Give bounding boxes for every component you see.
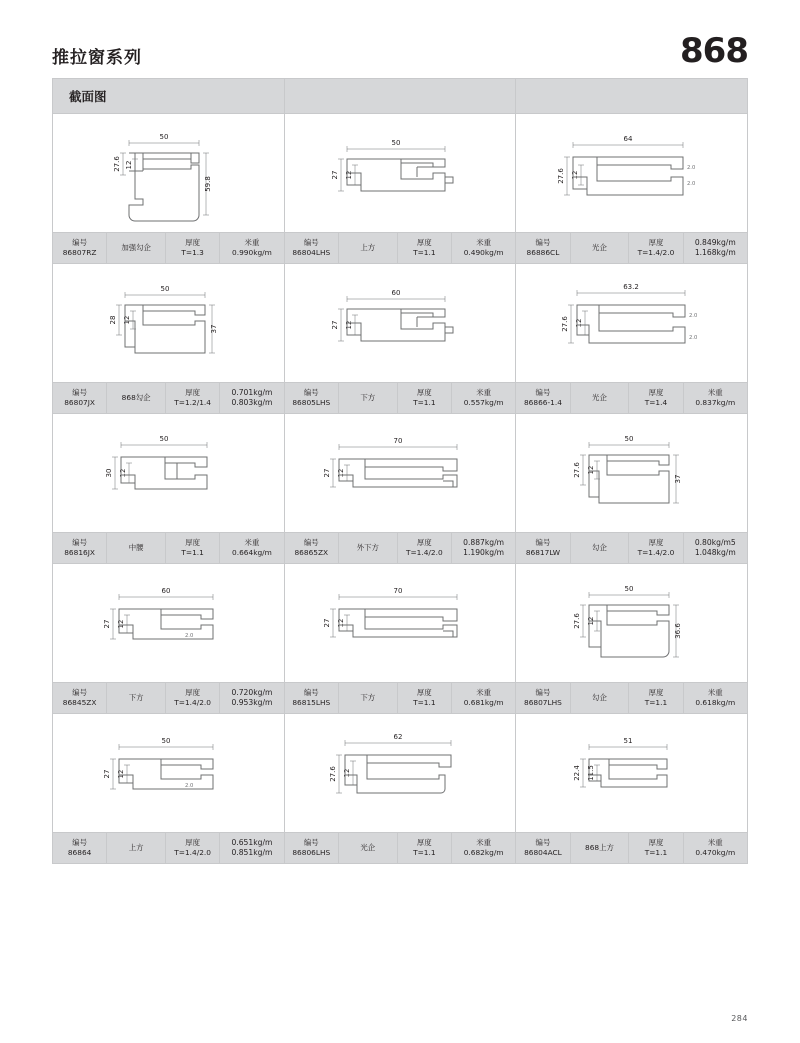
svg-text:30: 30 [105, 468, 114, 478]
profile-table [52, 78, 748, 864]
svg-text:12: 12 [117, 619, 126, 629]
drawing-row [53, 114, 748, 233]
spec-code: 编号 86807JX [53, 383, 107, 413]
profile-drawing-cell [284, 264, 516, 383]
profile-drawing-cell [284, 414, 516, 533]
svg-text:60: 60 [391, 289, 401, 297]
svg-text:12: 12 [586, 465, 595, 475]
svg-text:70: 70 [393, 437, 403, 445]
svg-text:50: 50 [160, 285, 170, 293]
svg-text:12: 12 [345, 320, 354, 330]
svg-text:27: 27 [323, 618, 332, 628]
drawing-row [53, 414, 748, 533]
spec-weight: 米重 0.470kg/m [695, 838, 736, 857]
svg-text:27: 27 [103, 769, 112, 779]
svg-text:27: 27 [323, 468, 332, 478]
svg-text:12: 12 [117, 769, 126, 779]
spec-thickness: 厚度 T=1.1 [398, 833, 452, 863]
profile-spec-cell [53, 683, 285, 714]
page-title: 推拉窗系列 [52, 48, 142, 68]
spec-name: 勾企 [571, 683, 630, 713]
spec-weight: 米重 0.557kg/m [463, 388, 504, 407]
profile-spec-cell [53, 233, 285, 264]
profile-drawing [516, 414, 747, 532]
series-number: 868 [680, 31, 748, 71]
spec-code: 编号 86817LW [516, 533, 570, 563]
profile-drawing-cell [516, 714, 748, 833]
profile-drawing-cell [284, 714, 516, 833]
spec-weight: 0.701kg/m 0.803kg/m [231, 387, 273, 407]
svg-text:27: 27 [103, 619, 112, 629]
spec-code: 编号 86807RZ [53, 233, 107, 263]
svg-text:12: 12 [574, 318, 583, 328]
spec-code: 编号 86804LHS [285, 233, 339, 263]
svg-text:12: 12 [337, 618, 346, 628]
section-band-empty [284, 79, 516, 114]
profile-drawing [53, 114, 284, 232]
spec-thickness: 厚度 T=1.1 [398, 383, 452, 413]
svg-text:12: 12 [343, 768, 352, 778]
spec-thickness: 厚度 T=1.4 [629, 383, 683, 413]
profile-spec-cell [284, 683, 516, 714]
spec-thickness: 厚度 T=1.1 [398, 233, 452, 263]
profile-table-body [53, 79, 748, 864]
profile-drawing [285, 114, 516, 232]
svg-text:12: 12 [125, 160, 134, 170]
svg-text:12: 12 [337, 468, 346, 478]
svg-text:27.6: 27.6 [560, 316, 569, 332]
svg-text:2.0: 2.0 [185, 633, 194, 639]
spec-name: 中腰 [107, 533, 166, 563]
svg-text:12: 12 [123, 315, 132, 325]
spec-name: 868上方 [571, 833, 630, 863]
spec-name: 勾企 [571, 533, 630, 563]
svg-text:22.4: 22.4 [572, 765, 581, 781]
svg-text:70: 70 [393, 587, 403, 595]
profile-drawing-cell [516, 264, 748, 383]
spec-thickness: 厚度 T=1.2/1.4 [166, 383, 220, 413]
svg-text:64: 64 [623, 135, 633, 143]
spec-weight: 米重 0.682kg/m [463, 838, 504, 857]
svg-text:27: 27 [331, 170, 340, 180]
spec-thickness: 厚度 T=1.4/2.0 [398, 533, 452, 563]
profile-spec-cell [284, 833, 516, 864]
spec-name: 下方 [339, 683, 398, 713]
profile-spec-cell [53, 833, 285, 864]
profile-drawing-cell [516, 564, 748, 683]
spec-thickness: 厚度 T=1.4/2.0 [629, 233, 683, 263]
spec-code: 编号 86865ZX [285, 533, 339, 563]
page-number: 284 [731, 1014, 748, 1023]
page-header [52, 0, 748, 78]
svg-text:12: 12 [586, 616, 595, 626]
profile-drawing-cell [516, 114, 748, 233]
svg-text:27.6: 27.6 [572, 462, 581, 478]
spec-weight: 0.887kg/m 1.190kg/m [463, 537, 505, 557]
profile-drawing-cell [284, 564, 516, 683]
spec-code: 编号 86804ACL [516, 833, 570, 863]
spec-code: 编号 86845ZX [53, 683, 107, 713]
svg-text:27: 27 [331, 320, 340, 330]
section-band-empty [516, 79, 748, 114]
profile-spec-cell [284, 233, 516, 264]
svg-text:50: 50 [391, 139, 401, 147]
profile-spec-cell [516, 833, 748, 864]
spec-weight: 0.720kg/m 0.953kg/m [231, 687, 273, 707]
profile-drawing [285, 264, 516, 382]
profile-spec-cell [53, 533, 285, 564]
profile-spec-cell [284, 533, 516, 564]
drawing-row [53, 264, 748, 383]
spec-thickness: 厚度 T=1.1 [629, 683, 683, 713]
spec-name: 868勾企 [107, 383, 166, 413]
spec-thickness: 厚度 T=1.1 [629, 833, 683, 863]
svg-text:2.0: 2.0 [686, 165, 695, 171]
svg-text:50: 50 [624, 585, 634, 593]
svg-text:50: 50 [161, 737, 171, 745]
profile-drawing-cell [53, 114, 285, 233]
profile-drawing [516, 714, 747, 832]
spec-weight: 米重 0.837kg/m [695, 388, 736, 407]
profile-drawing [285, 714, 516, 832]
spec-row [53, 683, 748, 714]
spec-name: 外下方 [339, 533, 398, 563]
spec-weight: 0.849kg/m 1.168kg/m [694, 237, 736, 257]
profile-spec-cell [284, 383, 516, 414]
spec-code: 编号 86886CL [516, 233, 570, 263]
svg-text:36.6: 36.6 [673, 623, 682, 639]
spec-name: 上方 [339, 233, 398, 263]
profile-spec-cell [53, 383, 285, 414]
profile-drawing-cell [53, 264, 285, 383]
svg-text:50: 50 [159, 133, 169, 141]
svg-text:60: 60 [161, 587, 171, 595]
profile-drawing [53, 564, 284, 682]
spec-code: 编号 86866-1.4 [516, 383, 570, 413]
spec-name: 上方 [107, 833, 166, 863]
spec-code: 编号 86816JX [53, 533, 107, 563]
spec-row [53, 833, 748, 864]
spec-weight: 米重 0.681kg/m [463, 688, 504, 707]
svg-text:50: 50 [624, 435, 634, 443]
svg-text:37: 37 [210, 324, 219, 334]
svg-text:12: 12 [345, 170, 354, 180]
spec-weight: 米重 0.618kg/m [695, 688, 736, 707]
profile-drawing [53, 714, 284, 832]
spec-weight: 米重 0.490kg/m [463, 238, 504, 257]
spec-name: 下方 [339, 383, 398, 413]
spec-row [53, 533, 748, 564]
svg-text:2.0: 2.0 [688, 313, 697, 319]
spec-weight: 0.80kg/m5 1.048kg/m [694, 537, 736, 557]
section-band-row [53, 79, 748, 114]
drawing-row [53, 564, 748, 683]
svg-text:27.6: 27.6 [556, 168, 565, 184]
profile-spec-cell [516, 233, 748, 264]
spec-row [53, 233, 748, 264]
spec-name: 光企 [571, 383, 630, 413]
svg-text:62: 62 [393, 733, 403, 741]
spec-code: 编号 86806LHS [285, 833, 339, 863]
profile-drawing-cell [284, 114, 516, 233]
spec-name: 光企 [339, 833, 398, 863]
spec-weight: 米重 0.664kg/m [232, 538, 272, 557]
profile-drawing [516, 114, 747, 232]
spec-code: 编号 86807LHS [516, 683, 570, 713]
profile-drawing [53, 414, 284, 532]
profile-drawing-cell [516, 414, 748, 533]
profile-drawing [285, 414, 516, 532]
spec-code: 编号 86805LHS [285, 383, 339, 413]
svg-text:59.8: 59.8 [204, 176, 213, 192]
svg-text:12: 12 [570, 170, 579, 180]
svg-text:51: 51 [623, 737, 633, 745]
spec-thickness: 厚度 T=1.1 [398, 683, 452, 713]
profile-drawing [285, 564, 516, 682]
spec-row [53, 383, 748, 414]
section-label: 截面图 [53, 79, 285, 114]
svg-text:11.5: 11.5 [586, 765, 595, 781]
svg-text:27.6: 27.6 [329, 766, 338, 782]
profile-drawing [516, 564, 747, 682]
profile-spec-cell [516, 383, 748, 414]
profile-spec-cell [516, 533, 748, 564]
svg-text:37: 37 [673, 474, 682, 484]
spec-name: 下方 [107, 683, 166, 713]
svg-text:2.0: 2.0 [688, 335, 697, 341]
svg-text:27.6: 27.6 [113, 156, 122, 172]
spec-thickness: 厚度 T=1.1 [166, 533, 220, 563]
spec-code: 编号 86815LHS [285, 683, 339, 713]
profile-drawing-cell [53, 564, 285, 683]
spec-name: 光企 [571, 233, 630, 263]
profile-drawing-cell [53, 414, 285, 533]
spec-thickness: 厚度 T=1.4/2.0 [629, 533, 683, 563]
spec-thickness: 厚度 T=1.3 [166, 233, 220, 263]
profile-drawing [53, 264, 284, 382]
svg-text:27.6: 27.6 [572, 613, 581, 629]
drawing-row [53, 714, 748, 833]
svg-text:63.2: 63.2 [622, 283, 639, 291]
svg-text:2.0: 2.0 [686, 181, 695, 187]
spec-thickness: 厚度 T=1.4/2.0 [166, 833, 220, 863]
spec-weight: 米重 0.990kg/m [232, 238, 272, 257]
svg-text:2.0: 2.0 [185, 783, 194, 789]
svg-text:12: 12 [119, 468, 128, 478]
svg-text:28: 28 [109, 315, 118, 325]
profile-drawing [516, 264, 747, 382]
profile-spec-cell [516, 683, 748, 714]
spec-code: 编号 86864 [53, 833, 107, 863]
spec-weight: 0.651kg/m 0.851kg/m [231, 837, 273, 857]
profile-drawing-cell [53, 714, 285, 833]
svg-text:50: 50 [159, 435, 169, 443]
spec-name: 加强勾企 [107, 233, 166, 263]
spec-thickness: 厚度 T=1.4/2.0 [166, 683, 220, 713]
